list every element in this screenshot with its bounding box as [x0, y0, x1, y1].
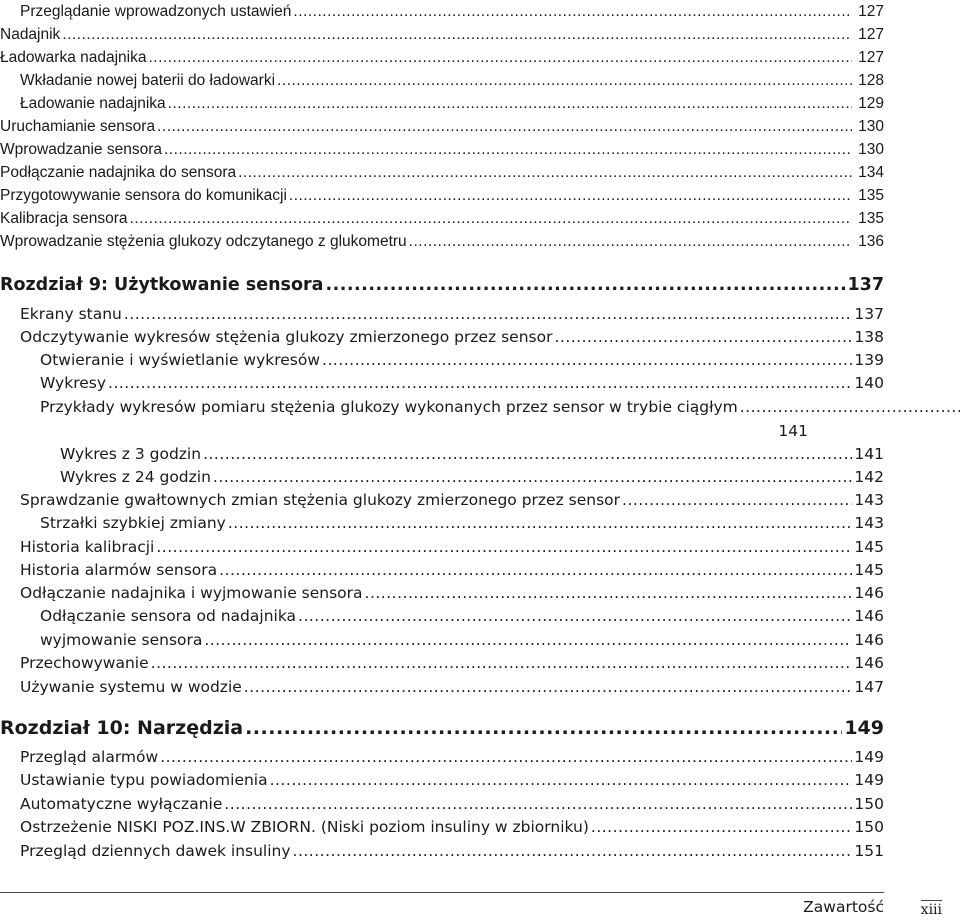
toc-entry-title: wyjmowanie sensora	[40, 631, 203, 649]
toc-entry-page: 137	[854, 305, 884, 323]
dot-leader	[203, 444, 852, 464]
toc-entry-page: 141	[854, 445, 884, 463]
footer-divider	[0, 892, 884, 893]
toc-entry-title: Podłączanie nadajnika do sensora	[0, 164, 237, 181]
toc-entry[interactable]	[0, 209, 884, 229]
toc-entry-page: 138	[854, 328, 884, 346]
toc-entry-title: Przykłady wykresów pomiaru stężenia glukozy wykonanych przez sensor w trybie ciągłym	[40, 398, 738, 416]
toc-chapter-page: 137	[847, 275, 884, 295]
toc-entry-page: 146	[854, 607, 884, 625]
toc-entry-page: 128	[858, 72, 884, 89]
toc-entry[interactable]	[0, 583, 884, 603]
toc-chapter-title: Rozdział 9: Użytkowanie sensora	[0, 275, 324, 295]
footer-section-name: Zawartość	[803, 898, 884, 916]
toc-entry[interactable]	[0, 630, 884, 650]
toc-entry-page: 129	[858, 95, 884, 112]
dot-leader	[108, 373, 852, 393]
toc-entry[interactable]	[0, 304, 884, 324]
dot-leader	[224, 794, 852, 814]
toc-entry[interactable]	[0, 232, 884, 252]
toc-entry-page: 141	[778, 422, 808, 440]
dot-leader	[293, 2, 852, 22]
dot-leader	[298, 606, 852, 626]
toc-entry-title: Wkładanie nowej baterii do ładowarki	[20, 72, 276, 89]
toc-entry[interactable]	[0, 677, 884, 697]
toc-chapter-page: 149	[844, 717, 884, 739]
dot-leader	[293, 841, 852, 861]
footer-page-number: xiii	[920, 902, 942, 918]
toc-entry-title: Automatyczne wyłączanie	[20, 795, 223, 813]
dot-leader	[213, 467, 852, 487]
toc-entry-title: Sprawdzanie gwałtownych zmian stężenia glukozy zmierzonego przez sensor	[20, 491, 621, 509]
dot-leader	[156, 537, 852, 557]
toc-entry-page: 127	[858, 49, 884, 66]
toc-entry[interactable]	[0, 71, 884, 91]
toc-entry-title: Nadajnik	[0, 26, 61, 43]
dot-leader	[219, 560, 852, 580]
toc-entry[interactable]	[0, 327, 884, 347]
toc-chapter-heading[interactable]	[0, 718, 884, 738]
toc-chapter-title: Rozdział 10: Narzędzia	[0, 717, 244, 739]
toc-entry-page: 134	[858, 164, 884, 181]
toc-chapter-heading[interactable]	[0, 275, 884, 295]
toc-entry-title: Ostrzeżenie NISKI POZ.INS.W ZBIORN. (Niski poziom insuliny w zbiorniku)	[20, 818, 589, 836]
dot-leader	[409, 232, 852, 252]
toc-entry-title: Przeglądanie wprowadzonych ustawień	[20, 3, 292, 20]
dot-leader	[244, 677, 852, 697]
toc-entry[interactable]	[0, 653, 884, 673]
toc-entry-page: 146	[854, 584, 884, 602]
dot-leader	[277, 71, 852, 91]
toc-entry-title: Używanie systemu w wodzie	[20, 678, 242, 696]
toc-entry-title: Ładowanie nadajnika	[20, 95, 166, 112]
toc-entry-title: Przegląd dziennych dawek insuliny	[20, 842, 291, 860]
toc-entry[interactable]	[0, 350, 884, 370]
toc-entry-title: Historia alarmów sensora	[20, 561, 218, 579]
toc-entry-page: 150	[854, 795, 884, 813]
toc-entry[interactable]	[0, 490, 884, 510]
dot-leader	[130, 209, 852, 229]
dot-leader	[270, 770, 852, 790]
dot-leader	[238, 163, 852, 183]
dot-leader	[228, 513, 852, 533]
toc-entry-title: Ustawianie typu powiadomienia	[20, 771, 268, 789]
toc-entry-title: Strzałki szybkiej zmiany	[40, 514, 226, 532]
toc-entry[interactable]	[0, 747, 884, 767]
toc-entry-page: 127	[858, 3, 884, 20]
toc-entry-page: 142	[854, 468, 884, 486]
toc-entry-page: 139	[854, 351, 884, 369]
toc-entry[interactable]	[0, 117, 884, 137]
toc-entry-page: 135	[858, 187, 884, 204]
dot-leader	[160, 747, 852, 767]
dot-leader	[164, 140, 852, 160]
dot-leader	[204, 630, 852, 650]
toc-entry-page: 147	[854, 678, 884, 696]
toc-entry-title: Historia kalibracji	[20, 538, 155, 556]
toc-entry-page: 146	[854, 631, 884, 649]
toc-entry-title: Otwieranie i wyświetlanie wykresów	[40, 351, 321, 369]
toc-entry[interactable]	[0, 794, 884, 814]
toc-entry-title: Wprowadzanie sensora	[0, 141, 162, 158]
toc-entry-page: 145	[854, 561, 884, 579]
toc-entry-title: Przegląd alarmów	[20, 748, 159, 766]
toc-entry-page: 136	[858, 233, 884, 250]
toc-entry-title: Odłączanie nadajnika i wyjmowanie sensora	[20, 584, 363, 602]
toc-entry-page: 143	[854, 514, 884, 532]
toc-entry[interactable]	[0, 537, 884, 557]
toc-entry[interactable]	[0, 606, 884, 626]
toc-entry-title: Przygotowywanie sensora do komunikacji	[0, 187, 287, 204]
dot-leader	[591, 817, 852, 837]
dot-leader	[365, 583, 852, 603]
toc-entry-page: 150	[854, 818, 884, 836]
toc-entry-page: 130	[858, 141, 884, 158]
toc-entry[interactable]	[0, 94, 884, 114]
toc-entry-title: Ładowarka nadajnika	[0, 49, 147, 66]
toc-entry-title: Wykres z 3 godzin	[60, 445, 202, 463]
dot-leader	[322, 350, 852, 370]
dot-leader	[62, 25, 852, 45]
toc-entry-title: Uruchamianie sensora	[0, 118, 156, 135]
toc-entry[interactable]	[0, 373, 884, 393]
toc-entry[interactable]	[0, 48, 884, 68]
toc-entry[interactable]	[0, 163, 884, 183]
toc-entry[interactable]	[0, 444, 884, 464]
toc-entry[interactable]	[0, 817, 884, 837]
toc-entry-title: Wprowadzanie stężenia glukozy odczytanego z glukometru	[0, 233, 407, 250]
dot-leader	[245, 718, 842, 738]
toc-entry[interactable]	[0, 186, 884, 206]
toc-entry-title: Odłączanie sensora od nadajnika	[40, 607, 297, 625]
dot-leader	[325, 275, 845, 295]
dot-leader	[168, 94, 852, 114]
dot-leader	[622, 490, 852, 510]
toc-entry-page: 140	[854, 374, 884, 392]
toc-entry[interactable]	[0, 140, 884, 160]
dot-leader	[157, 117, 852, 137]
dot-leader	[151, 653, 852, 673]
dot-leader	[289, 186, 852, 206]
toc-entry[interactable]	[0, 841, 884, 861]
toc-entry-page: 151	[854, 842, 884, 860]
toc-entry[interactable]	[0, 513, 884, 533]
toc-entry[interactable]	[0, 397, 884, 417]
toc-entry[interactable]	[0, 2, 884, 22]
toc-entry-page: 130	[858, 118, 884, 135]
toc-entry-title: Odczytywanie wykresów stężenia glukozy zmierzonego przez sensor	[20, 328, 553, 346]
toc-entry-title: Wykres z 24 godzin	[60, 468, 211, 486]
toc-entry-page: 145	[854, 538, 884, 556]
toc-entry-title: Wykresy	[40, 374, 107, 392]
toc-entry[interactable]	[0, 560, 884, 580]
dot-leader	[740, 397, 960, 417]
toc-entry[interactable]	[0, 467, 884, 487]
dot-leader	[149, 48, 853, 68]
toc-entry-page: 149	[854, 748, 884, 766]
toc-entry-page: 127	[858, 26, 884, 43]
toc-entry-title: Ekrany stanu	[20, 305, 122, 323]
toc-entry[interactable]	[0, 770, 884, 790]
toc-entry-page: 143	[854, 491, 884, 509]
toc-entry-page: 146	[854, 654, 884, 672]
toc-entry-page: 149	[854, 771, 884, 789]
toc-entry[interactable]	[0, 25, 884, 45]
toc-entry-title: Przechowywanie	[20, 654, 149, 672]
toc-entry-page: 135	[858, 210, 884, 227]
toc-entry-title: Kalibracja sensora	[0, 210, 128, 227]
dot-leader	[124, 304, 852, 324]
dot-leader	[554, 327, 852, 347]
